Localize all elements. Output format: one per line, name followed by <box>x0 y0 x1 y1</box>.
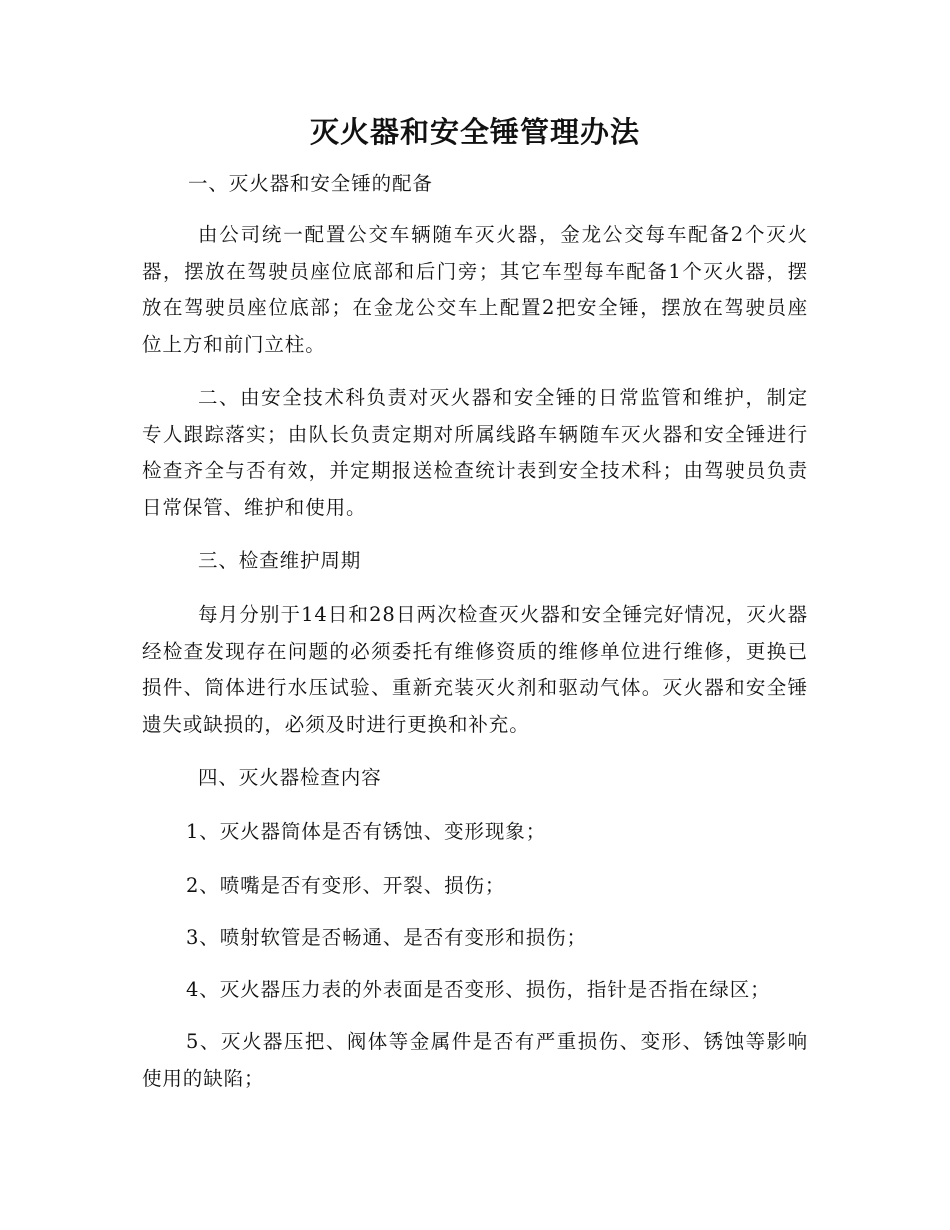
list-item-1: 1、灭火器筒体是否有锈蚀、变形现象； <box>186 820 547 843</box>
list-item-2: 2、喷嘴是否有变形、开裂、损伤； <box>186 874 506 897</box>
document-title: 灭火器和安全锤管理办法 <box>309 115 640 149</box>
section-heading-3: 三、检查维护周期 <box>198 549 362 572</box>
paragraph-2: 二、由安全技术科负责对灭火器和安全锤的日常监管和维护，制定专人跟踪落实；由队长负责定期对所属线路车辆随车灭火器和安全锤进行检查齐全与否有效，并定期报送检查统计表到安全技术科；由驾驶员负责日常保管、维护和使用。 <box>142 386 808 519</box>
paragraph-1: 由公司统一配置公交车辆随车灭火器，金龙公交每车配备2个灭火器，摆放在驾驶员座位底部和后门旁；其它车型每车配备1个灭火器，摆放在驾驶员座位底部；在金龙公交车上配置2把安全锤，摆放在驾驶员座位上方和前门立柱。 <box>142 223 808 356</box>
paragraph-3: 每月分别于14日和28日两次检查灭火器和安全锤完好情况，灭火器经检查发现存在问题的必须委托有维修资质的维修单位进行维修，更换已损件、筒体进行水压试验、重新充装灭火剂和驱动气体。灭火器和安全锤遗失或缺损的，必须及时进行更换和补充。 <box>142 603 808 736</box>
list-item-3: 3、喷射软管是否畅通、是否有变形和损伤； <box>186 926 587 949</box>
list-item-4: 4、灭火器压力表的外表面是否变形、损伤，指针是否指在绿区； <box>186 978 771 1001</box>
section-heading-1: 一、灭火器和安全锤的配备 <box>188 172 433 195</box>
section-heading-4: 四、灭火器检查内容 <box>198 766 382 789</box>
list-item-5: 5、灭火器压把、阀体等金属件是否有严重损伤、变形、锈蚀等影响使用的缺陷； <box>142 1030 808 1090</box>
